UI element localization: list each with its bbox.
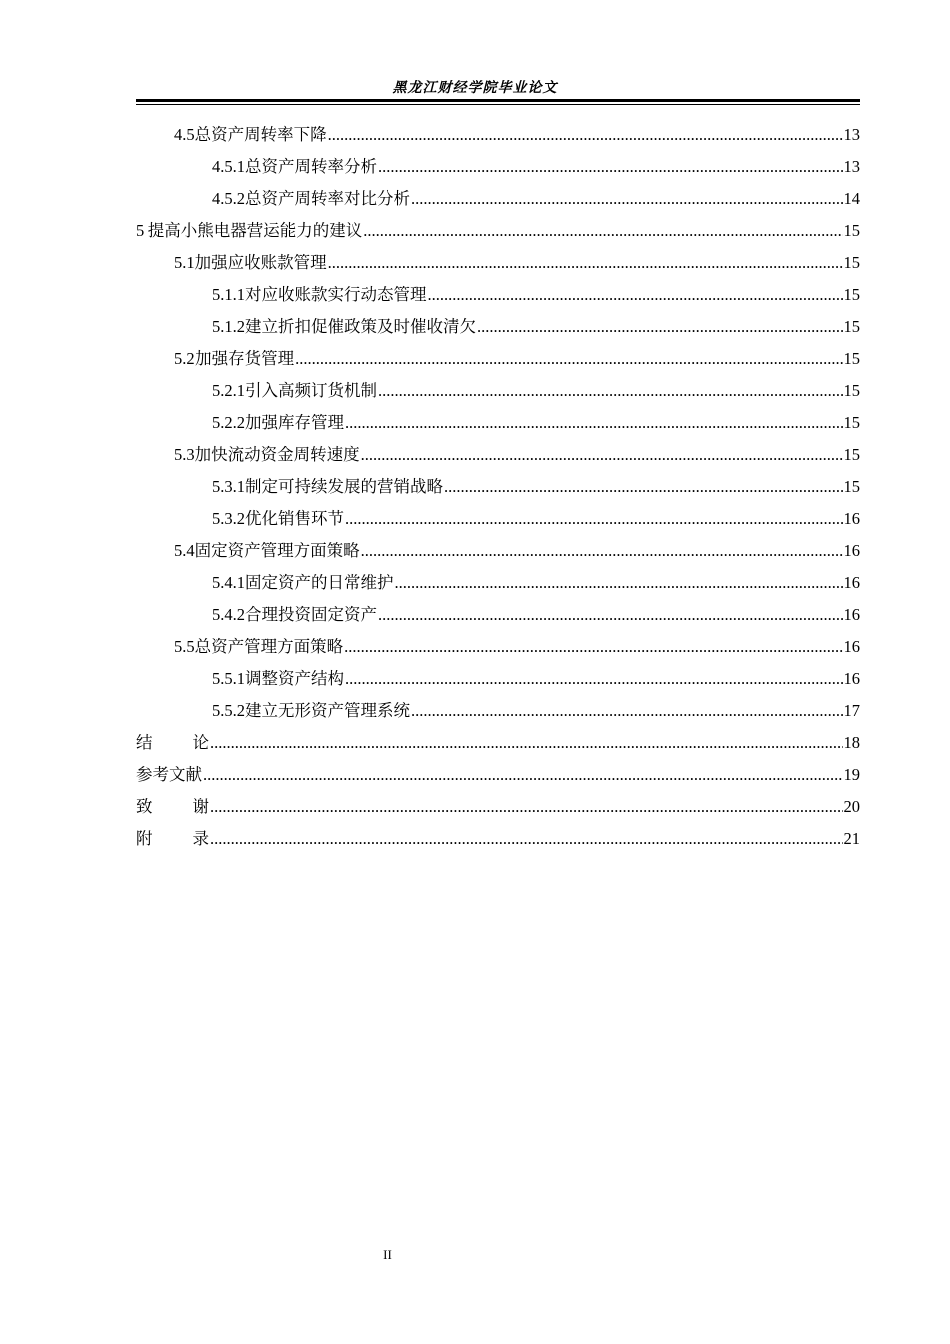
table-of-contents <box>136 119 860 855</box>
toc-entry-page: 19 <box>843 765 860 784</box>
toc-entry-number: 5.1.1 <box>212 285 245 304</box>
toc-entry-title: 调整资产结构 <box>245 669 344 688</box>
toc-entry-title: 加强库存管理 <box>245 413 344 432</box>
toc-entry-title: 加强存货管理 <box>195 349 295 368</box>
toc-entry[interactable] <box>136 471 860 503</box>
toc-entry-leader <box>328 119 843 151</box>
toc-entry-leader <box>477 311 843 343</box>
toc-entry-leader <box>210 727 843 759</box>
header-rule-thick <box>136 99 860 102</box>
toc-entry-title: 引入高频订货机制 <box>245 381 377 400</box>
toc-entry-page: 15 <box>843 477 860 496</box>
toc-entry-leader <box>378 599 843 631</box>
toc-entry-title: 对应收账款实行动态管理 <box>245 285 427 304</box>
toc-entry-leader <box>363 215 842 247</box>
toc-entry-title: 参考文献 <box>136 765 202 784</box>
toc-entry-title: 加快流动资金周转速度 <box>194 445 360 464</box>
toc-entry-page: 15 <box>843 349 860 368</box>
toc-entry[interactable] <box>136 791 860 823</box>
toc-entry-number: 5.3.1 <box>212 477 245 496</box>
toc-entry[interactable] <box>136 247 860 279</box>
toc-entry-page: 16 <box>843 637 860 656</box>
toc-entry-page: 15 <box>843 317 860 336</box>
toc-entry-number: 5.2.2 <box>212 413 245 432</box>
toc-entry[interactable] <box>136 695 860 727</box>
toc-entry-page: 16 <box>843 605 860 624</box>
toc-entry-page: 15 <box>843 413 860 432</box>
toc-entry-leader <box>345 663 843 695</box>
toc-entry-number: 5.5.2 <box>212 701 245 720</box>
toc-entry-number: 4.5 <box>174 125 195 144</box>
toc-entry-number: 5.2.1 <box>212 381 245 400</box>
toc-entry[interactable] <box>136 631 860 663</box>
toc-entry-page: 16 <box>843 541 860 560</box>
toc-entry[interactable] <box>136 663 860 695</box>
page-number: II <box>383 1247 392 1262</box>
toc-entry[interactable] <box>136 375 860 407</box>
toc-entry[interactable] <box>136 535 860 567</box>
toc-entry-page: 21 <box>843 829 860 848</box>
toc-entry-page: 13 <box>843 157 860 176</box>
toc-entry-page: 14 <box>843 189 860 208</box>
toc-entry-leader <box>210 791 843 823</box>
toc-entry-title: 建立无形资产管理系统 <box>245 701 410 720</box>
toc-entry-number: 5.3 <box>174 445 195 464</box>
toc-entry-page: 20 <box>843 797 860 816</box>
toc-entry[interactable] <box>136 407 860 439</box>
toc-entry[interactable] <box>136 567 860 599</box>
toc-entry[interactable] <box>136 119 860 151</box>
toc-entry-number: 5 <box>136 221 145 240</box>
toc-entry-page: 15 <box>843 221 860 240</box>
toc-entry[interactable] <box>136 183 860 215</box>
toc-entry-leader <box>345 503 843 535</box>
toc-entry-number: 5.4.1 <box>212 573 245 592</box>
toc-entry-leader <box>395 567 843 599</box>
toc-entry-title: 总资产管理方面策略 <box>194 637 344 656</box>
toc-entry-number: 5.5 <box>174 637 195 656</box>
toc-entry-number: 5.5.1 <box>212 669 245 688</box>
toc-entry[interactable] <box>136 439 860 471</box>
toc-entry-leader <box>345 407 843 439</box>
toc-entry-leader <box>295 343 842 375</box>
toc-entry-leader <box>210 823 843 855</box>
toc-entry-number: 5.1.2 <box>212 317 245 336</box>
toc-entry-title: 总资产周转率分析 <box>245 157 377 176</box>
toc-entry-leader <box>344 631 842 663</box>
toc-entry-number: 4.5.1 <box>212 157 245 176</box>
toc-entry-page: 18 <box>843 733 860 752</box>
toc-entry[interactable] <box>136 215 860 247</box>
toc-entry-number: 5.1 <box>174 253 195 272</box>
toc-entry-title: 固定资产管理方面策略 <box>194 541 360 560</box>
toc-entry[interactable] <box>136 823 860 855</box>
toc-entry-title: 总资产周转率下降 <box>194 125 327 144</box>
toc-entry[interactable] <box>136 599 860 631</box>
toc-entry-page: 15 <box>843 445 860 464</box>
toc-entry-number: 5.4.2 <box>212 605 245 624</box>
toc-entry-title: 提高小熊电器营运能力的建议 <box>147 221 363 240</box>
toc-entry-leader <box>328 247 843 279</box>
toc-entry-number: 5.4 <box>174 541 195 560</box>
toc-entry[interactable] <box>136 343 860 375</box>
toc-entry[interactable] <box>136 279 860 311</box>
header-rule-thin <box>136 104 860 105</box>
toc-entry-title: 致谢 <box>136 797 209 816</box>
toc-entry-title: 总资产周转率对比分析 <box>245 189 410 208</box>
toc-entry-number: 5.3.2 <box>212 509 245 528</box>
toc-entry-page: 16 <box>843 509 860 528</box>
running-header-title: 黑龙江财经学院毕业论文 <box>392 80 558 96</box>
toc-entry-leader <box>444 471 843 503</box>
toc-entry-title: 建立折扣促催政策及时催收清欠 <box>245 317 476 336</box>
toc-entry-number: 5.2 <box>174 349 195 368</box>
toc-entry-title: 固定资产的日常维护 <box>245 573 394 592</box>
toc-entry-leader <box>411 695 843 727</box>
toc-entry-title: 优化销售环节 <box>245 509 344 528</box>
toc-entry[interactable] <box>136 727 860 759</box>
toc-entry[interactable] <box>136 503 860 535</box>
toc-entry-number: 4.5.2 <box>212 189 245 208</box>
toc-entry-leader <box>361 535 843 567</box>
toc-entry-title: 附录 <box>136 829 209 848</box>
toc-entry-title: 合理投资固定资产 <box>245 605 377 624</box>
toc-entry-page: 15 <box>843 381 860 400</box>
toc-entry-page: 16 <box>843 669 860 688</box>
toc-entry-leader <box>411 183 843 215</box>
toc-entry-page: 15 <box>843 285 860 304</box>
toc-entry-page: 17 <box>843 701 860 720</box>
toc-entry[interactable] <box>136 759 860 791</box>
toc-entry-page: 13 <box>843 125 860 144</box>
toc-entry-page: 16 <box>843 573 860 592</box>
toc-entry-page: 15 <box>843 253 860 272</box>
toc-entry-leader <box>378 375 843 407</box>
toc-entry-leader <box>378 151 843 183</box>
toc-entry[interactable] <box>136 311 860 343</box>
toc-entry-leader <box>203 759 843 791</box>
toc-entry-leader <box>361 439 843 471</box>
toc-entry-title: 加强应收账款管理 <box>194 253 327 272</box>
toc-entry-leader <box>428 279 843 311</box>
toc-entry-title: 制定可持续发展的营销战略 <box>245 477 443 496</box>
toc-entry-title: 结论 <box>136 733 209 752</box>
toc-entry[interactable] <box>136 151 860 183</box>
